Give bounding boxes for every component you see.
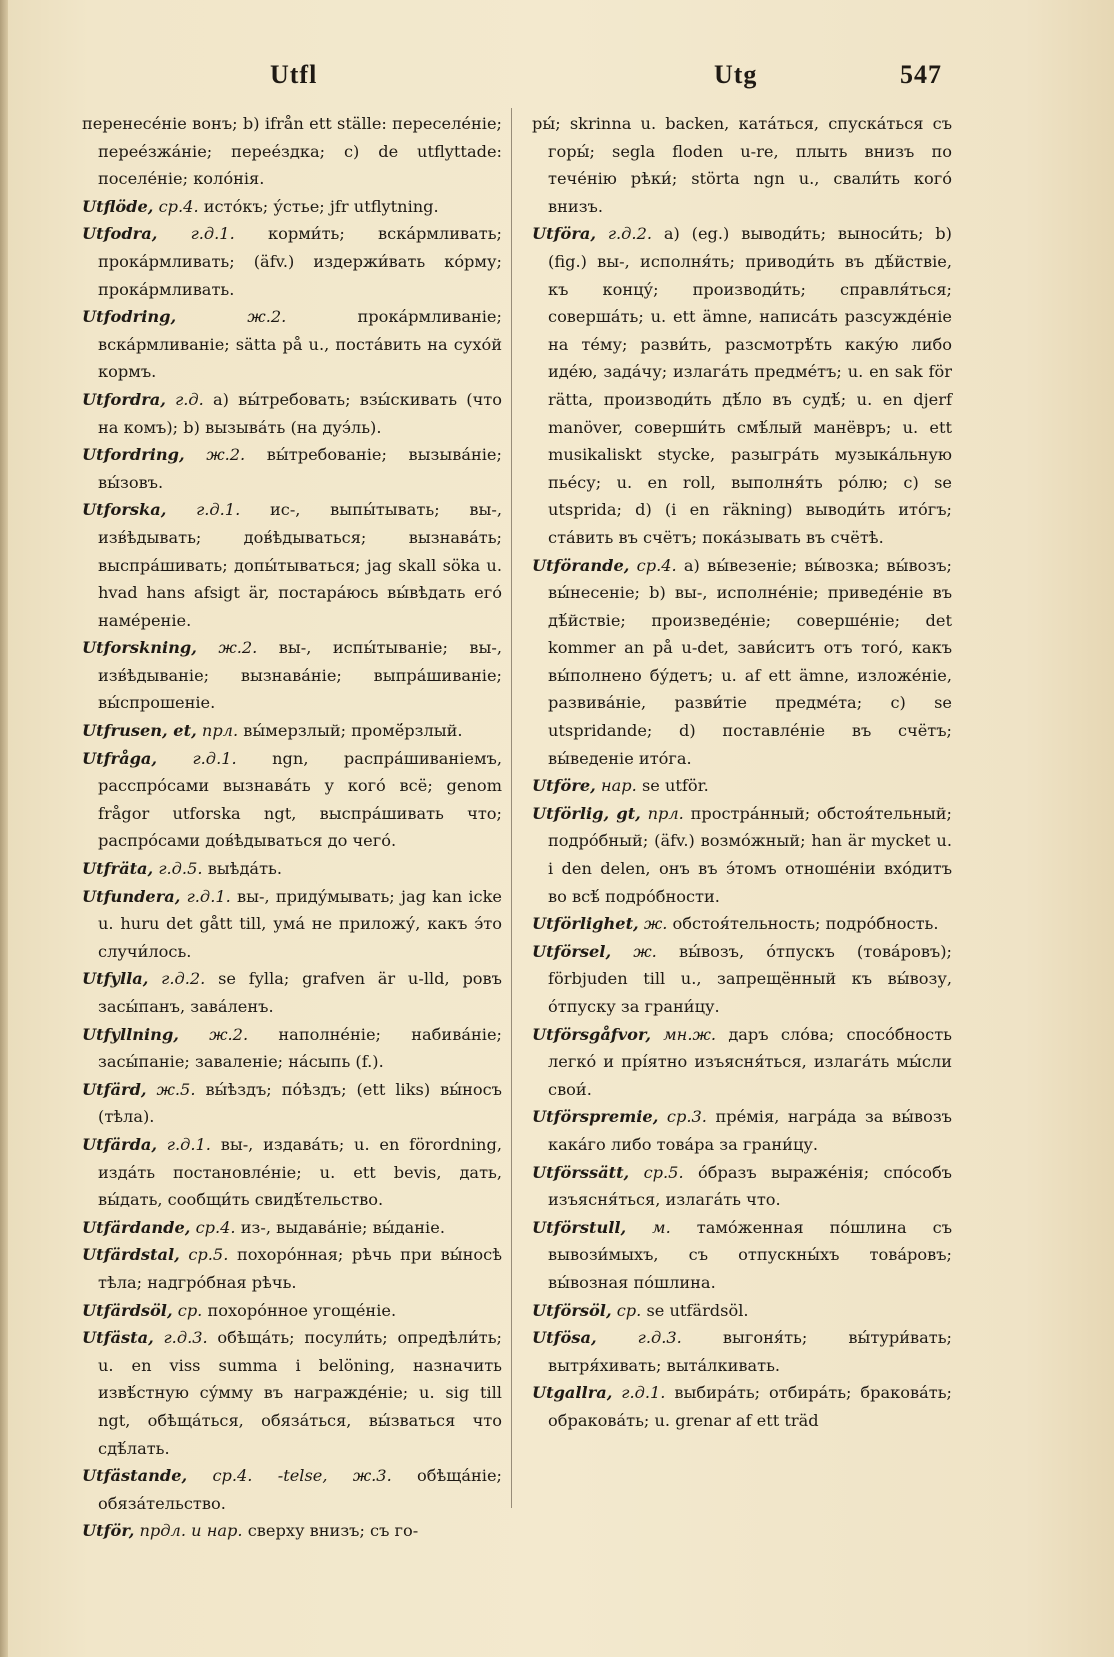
entry-definition: похоро́нная; рѣчь при вы́носѣ тѣла; надгро́бная рѣчь. — [98, 1245, 502, 1292]
entry-definition: ис-, выпы́тывать; вы-, изв́ѣдывать; дов́ѣдываться; вызнава́ть; выспра́шивать; допы́тываться; jag skall söka u. hvad hans afsigt är, постара́юсь вы́вѣдать его́ наме́реніе. — [98, 500, 502, 630]
entry-grammar: г.д.1. — [621, 1383, 666, 1403]
entry-headword: Utfästande, — [82, 1466, 188, 1486]
dictionary-entry — [82, 1076, 502, 1131]
entry-headword: Utfärda, — [82, 1134, 158, 1154]
entry-grammar: ср.4. — [636, 555, 677, 575]
right-column — [532, 110, 952, 1435]
entry-headword: Utförsel, — [532, 941, 612, 961]
entry-headword: Utfodring, — [82, 307, 177, 327]
entry-grammar: ж.2. — [218, 638, 258, 658]
dictionary-entry — [532, 1021, 952, 1104]
entry-grammar: ср.4. — [158, 196, 199, 216]
entry-grammar: г.д.3. — [637, 1328, 682, 1348]
dictionary-entry — [82, 441, 502, 496]
entry-definition: выѣда́ть. — [207, 859, 282, 879]
entry-headword: Utfräta, — [82, 859, 154, 879]
page-number: 547 — [900, 60, 942, 89]
entry-headword: Utfodra, — [82, 224, 158, 244]
header-right-guideword: Utg — [714, 60, 758, 89]
entry-definition: se fylla; grafven är u-lld, ровъ засы́панъ, зава́ленъ. — [98, 969, 502, 1016]
dictionary-entry — [82, 965, 502, 1020]
entry-grammar: ср. — [177, 1300, 203, 1320]
left-column — [82, 110, 502, 1545]
dictionary-entry — [532, 910, 952, 938]
entry-headword: Utförspremie, — [532, 1107, 659, 1127]
entry-grammar: г.д.1. — [192, 748, 237, 768]
entry-headword: Utfyllning, — [82, 1024, 179, 1044]
entry-headword: Utför, — [82, 1521, 135, 1541]
dictionary-entry — [532, 552, 952, 773]
entry-definition: корми́ть; вска́рмливать; прока́рмливать; (äfv.) издержи́вать ко́рму; прока́рмливать. — [98, 224, 502, 299]
entry-headword: Utfordring, — [82, 445, 185, 465]
dictionary-entry — [82, 110, 502, 193]
entry-definition: выгоня́ть; вы́тури́вать; вытря́хивать; выта́лкивать. — [548, 1328, 952, 1375]
dictionary-entry — [82, 1462, 502, 1517]
entry-grammar: м. — [652, 1217, 671, 1237]
entry-definition: вы́ѣздъ; по́ѣздъ; (ett liks) вы́носъ (тѣла). — [98, 1079, 502, 1127]
entry-grammar: г.д.1. — [196, 500, 241, 520]
entry-headword: Utforska, — [82, 500, 167, 520]
entry-grammar: г.д. — [175, 389, 204, 409]
entry-headword: Utfordra, — [82, 389, 166, 409]
entry-grammar: ж. — [643, 914, 668, 934]
dictionary-entry — [82, 1324, 502, 1462]
entry-headword: Utförstull, — [532, 1217, 627, 1237]
entry-grammar: ср.4. — [195, 1217, 236, 1237]
entry-definition: перенесе́ніе вонъ; b) ifrån ett ställe: переселе́ніе; перее́зжа́ніе; перее́здка; c) de utflyttade: поселе́ніе; коло́нія. — [82, 114, 502, 189]
entry-grammar: ср.5. — [188, 1245, 229, 1265]
entry-definition: вы́мерзлый; промё́рзлый. — [243, 721, 463, 741]
entry-headword: Utföra, — [532, 224, 597, 244]
entry-grammar: ср.5. — [643, 1162, 684, 1182]
page-header — [0, 60, 1114, 100]
entry-grammar: ср.4. -telse, ж.3. — [212, 1466, 392, 1486]
dictionary-entry — [82, 496, 502, 634]
entry-grammar: прл. — [201, 721, 239, 741]
entry-definition: из-, выдава́ніе; вы́даніе. — [240, 1217, 445, 1237]
entry-headword: Utfärdstal, — [82, 1245, 180, 1265]
entry-definition: тамо́женная по́шлина съ вывози́мыхъ, съ отпускны́хъ това́ровъ; вы́возная по́шлина. — [548, 1217, 952, 1292]
entry-headword: Utfärdsöl, — [82, 1300, 173, 1320]
entry-definition: простра́нный; обстоя́тельный; подро́бный; (äfv.) возмо́жный; han är mycket u. i den delen, онъ въ э́томъ отноше́ніи вхо́дитъ во всѣ́ подро́бности. — [548, 803, 952, 906]
entry-headword: Utfundera, — [82, 886, 181, 906]
entry-headword: Utförsgåfvor, — [532, 1024, 651, 1044]
dictionary-entry — [82, 386, 502, 441]
entry-definition: a) (eg.) выводи́ть; выноси́ть; b) (fig.) вы-, исполня́ть; приводи́ть въ дѣ́йствіе, къ концу́; производи́ть; справля́ться; соверша́ть; u. ett ämne, написа́ть разсужде́ніе на те́му; разви́ть, разсмотрѣ́ть каку́ю либо иде́ю, зада́чу; излага́ть предме́тъ; u. en sak för rätta, производи́ть дѣ́ло въ судѣ́; u. en djerf manöver, соверши́ть смѣ́лый манёвръ; u. ett musikaliskt stycke, разыгра́ть музыка́льную пье́су; u. en roll, выполня́ть ро́лю; c) se utsprida; d) (i en räkning) выводи́ть ито́гъ; ста́вить въ счётъ; пока́зывать въ счётѣ. — [548, 224, 952, 547]
dictionary-entry — [532, 1214, 952, 1297]
book-spine-edge — [0, 0, 8, 1657]
entry-grammar: ср.3. — [666, 1107, 707, 1127]
entry-definition: пре́мія, награ́да за вы́возъ кака́го либо това́ра за грани́цу. — [548, 1107, 952, 1154]
entry-definition: прока́рмливаніе; вска́рмливаніе; sätta på u., поста́вить на сухо́й кормъ. — [98, 307, 502, 382]
entry-definition: a) вы́везеніе; вы́возка; вы́возъ; вы́несеніе; b) вы-, исполне́ніе; приведе́ніе въ дѣ́йствіе; произведе́ніе; соверше́ніе; det kommer an på u-det, зави́ситъ отъ того́, какъ вы́полнено бу́детъ; u. af ett ämne, изложе́ніе, развива́ніе, разви́тіе предме́та; c) se utspridande; d) поставле́ніе въ счётъ; вы́веденіе ито́га. — [548, 555, 952, 768]
entry-headword: Utförande, — [532, 555, 630, 575]
entry-grammar: г.д.1. — [166, 1134, 211, 1154]
dictionary-entry — [82, 1517, 502, 1545]
entry-definition: вы́возъ, о́тпускъ (това́ровъ); förbjuden till u., запрещённый къ вы́возу, о́тпуску за грани́цу. — [548, 941, 952, 1016]
dictionary-entry — [532, 1379, 952, 1434]
dictionary-entry — [532, 1159, 952, 1214]
entry-grammar: ж.2. — [206, 445, 246, 465]
entry-grammar: ж.5. — [156, 1079, 196, 1099]
entry-headword: Utfylla, — [82, 969, 149, 989]
dictionary-entry — [82, 1214, 502, 1242]
entry-grammar: г.д.3. — [163, 1328, 208, 1348]
entry-headword: Utfråga, — [82, 748, 158, 768]
entry-headword: Utfärdande, — [82, 1217, 191, 1237]
entry-headword: Utfrusen, et, — [82, 721, 197, 741]
entry-headword: Utförlig, gt, — [532, 803, 641, 823]
entry-definition: вы-, приду́мывать; jag kan icke u. huru det gått till, ума́ не приложу́, какъ э́то случи́лось. — [98, 886, 502, 961]
entry-headword: Utförsöl, — [532, 1300, 612, 1320]
entry-grammar: г.д.5. — [158, 859, 203, 879]
entry-definition: наполне́ніе; набива́ніе; засы́паніе; заваленіе; на́сыпь (f.). — [98, 1024, 502, 1072]
dictionary-entry — [532, 772, 952, 800]
dictionary-entry — [532, 800, 952, 910]
entry-definition: о́бразъ выраже́нія; спо́собъ изъясня́ться, излага́ть что. — [548, 1162, 952, 1210]
entry-definition: se utför. — [641, 776, 709, 796]
header-left-guideword: Utfl — [270, 60, 318, 89]
dictionary-entry — [82, 634, 502, 717]
entry-definition: вы-, испы́тываніе; вы-, изв́ѣдываніе; вызнава́ніе; выпра́шиваніе; вы́спрошеніе. — [98, 638, 502, 713]
entry-definition: обѣща́ть; посули́ть; опредѣли́ть; u. en viss summa i belöning, назначить извѣ́стную су́мму въ награжде́ніе; u. sig till ngt, обѣща́ться, обяза́ться, вы́зваться что сдѣ́лать. — [98, 1328, 502, 1458]
dictionary-entry — [82, 1131, 502, 1214]
dictionary-entry — [82, 883, 502, 966]
entry-grammar: г.д.2. — [607, 224, 653, 244]
entry-headword: Utförssätt, — [532, 1162, 630, 1182]
entry-grammar: ж.2. — [209, 1024, 249, 1044]
entry-definition: даръ сло́ва; спосо́бность легко́ и прі́ятно изъясня́ться, излага́ть мы́сли свои́. — [548, 1024, 952, 1099]
entry-headword: Utförlighet, — [532, 914, 639, 934]
dictionary-entry — [82, 193, 502, 221]
dictionary-entry — [82, 303, 502, 386]
dictionary-entry — [82, 1021, 502, 1076]
entry-definition: se utfärdsöl. — [646, 1300, 749, 1320]
entry-grammar: г.д.1. — [190, 224, 235, 244]
entry-definition: выбира́ть; отбира́ть; бракова́ть; обракова́ть; u. grenar af ett träd — [548, 1383, 952, 1430]
entry-grammar: г.д.1. — [186, 886, 231, 906]
entry-definition: a) вы́требовать; взы́скивать (что на комъ); b) вызыва́ть (на дуэ́ль). — [98, 389, 502, 437]
entry-definition: сверху внизъ; съ го- — [247, 1521, 419, 1541]
entry-definition: обѣща́ніе; обяза́тельство. — [98, 1466, 502, 1513]
dictionary-entry — [82, 717, 502, 745]
entry-definition: похоро́нное угоще́ніе. — [207, 1300, 397, 1320]
dictionary-entry — [82, 855, 502, 883]
entry-headword: Utfärd, — [82, 1079, 147, 1099]
entry-definition: обстоя́тельность; подро́бность. — [672, 914, 939, 934]
entry-definition: ngn, распра́шиваніемъ, расспро́сами вызнава́ть у кого́ всё; genom frågor utforska ngt, выспра́шивать что; распро́сами дов́ѣдываться до чего́. — [98, 748, 502, 851]
column-divider — [511, 108, 512, 1508]
entry-headword: Utflöde, — [82, 196, 154, 216]
entry-grammar: г.д.2. — [161, 969, 206, 989]
dictionary-entry — [532, 1103, 952, 1158]
entry-grammar: нар. — [600, 776, 637, 796]
entry-definition: ры́; skrinna u. backen, ката́ться, спуска́ться съ горы́; segla floden u-re, плыть внизъ по тече́нію рѣки́; störta ngn u., свали́ть кого́ внизъ. — [532, 114, 952, 216]
entry-headword: Utfästa, — [82, 1328, 154, 1348]
entry-headword: Utföre, — [532, 776, 596, 796]
dictionary-entry — [532, 220, 952, 551]
dictionary-entry — [82, 1297, 502, 1325]
dictionary-entry — [532, 938, 952, 1021]
entry-grammar: прл. — [647, 803, 684, 823]
entry-grammar: мн.ж. — [663, 1024, 717, 1044]
dictionary-entry — [82, 1241, 502, 1296]
dictionary-entry — [82, 745, 502, 855]
entry-grammar: ж. — [633, 941, 657, 961]
entry-headword: Utforskning, — [82, 638, 197, 658]
entry-definition: вы-, издава́ть; u. en förordning, изда́ть постановле́ніе; u. ett bevis, дать, вы́дать, сообщи́ть свидѣ́тельство. — [98, 1134, 502, 1210]
entry-headword: Utgallra, — [532, 1383, 613, 1403]
dictionary-entry — [532, 1297, 952, 1325]
dictionary-entry — [82, 220, 502, 303]
dictionary-entry — [532, 110, 952, 220]
dictionary-entry — [532, 1324, 952, 1379]
entry-grammar: прдл. и нар. — [139, 1521, 243, 1541]
entry-definition: вы́требованіе; вызыва́ніе; вы́зовъ. — [98, 445, 502, 492]
entry-grammar: ср. — [616, 1300, 642, 1320]
entry-headword: Utfösa, — [532, 1328, 597, 1348]
entry-grammar: ж.2. — [247, 307, 287, 327]
entry-definition: исто́къ; у́стье; jfr utflytning. — [203, 196, 439, 216]
